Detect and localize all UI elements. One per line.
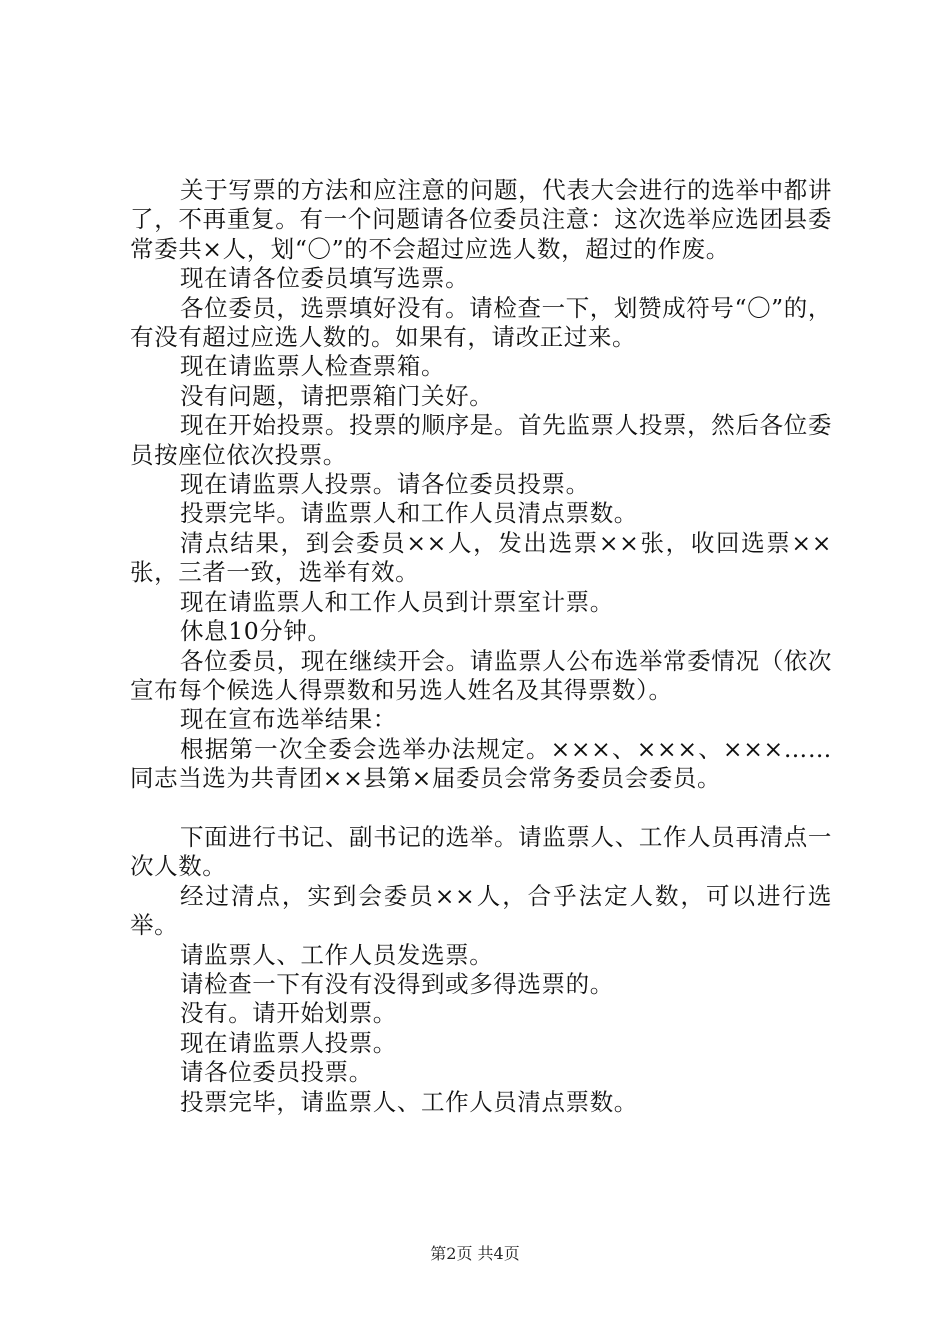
paragraph: 清点结果，到会委员××人，发出选票××张，收回选票××张，三者一致，选举有效。 xyxy=(130,528,832,587)
paragraph: 根据第一次全委会选举办法规定。×××、×××、×××……同志当选为共青团××县第×届委员会常务委员会委员。 xyxy=(130,734,832,793)
paragraph: 请检查一下有没有没得到或多得选票的。 xyxy=(180,969,614,998)
paragraph: 没有问题，请把票箱门关好。 xyxy=(180,381,494,410)
paragraph: 请各位委员投票。 xyxy=(180,1058,373,1087)
page-number-footer: 第2页 共4页 xyxy=(430,1244,520,1263)
paragraph: 各位委员，现在继续开会。请监票人公布选举常委情况（依次宣布每个候选人得票数和另选人姓名及其得票数）。 xyxy=(130,646,832,704)
paragraph: 没有。请开始划票。 xyxy=(180,999,397,1028)
paragraph: 投票完毕，请监票人、工作人员清点票数。 xyxy=(180,1087,638,1116)
paragraph: 现在开始投票。投票的顺序是。首先监票人投票，然后各位委员按座位依次投票。 xyxy=(130,411,832,469)
paragraph: 现在请监票人投票。 xyxy=(180,1028,397,1057)
paragraph: 请监票人、工作人员发选票。 xyxy=(180,940,494,969)
paragraph: 现在请监票人检查票箱。 xyxy=(180,352,446,381)
document-body xyxy=(130,176,832,1117)
paragraph-gap xyxy=(130,794,832,823)
paragraph: 关于写票的方法和应注意的问题，代表大会进行的选举中都讲了，不再重复。有一个问题请各位委员注意：这次选举应选团县委常委共×人，划“〇”的不会超过应选人数，超过的作废。 xyxy=(130,176,832,263)
paragraph: 休息10分钟。 xyxy=(180,617,332,646)
paragraph: 经过清点，实到会委员××人，合乎法定人数，可以进行选举。 xyxy=(130,881,832,940)
paragraph: 现在请监票人和工作人员到计票室计票。 xyxy=(180,587,614,616)
paragraph: 现在请各位委员填写选票。 xyxy=(180,264,470,293)
paragraph: 各位委员，选票填好没有。请检查一下，划赞成符号“〇”的，有没有超过应选人数的。如果有，请改正过来。 xyxy=(130,293,832,352)
paragraph: 现在宣布选举结果： xyxy=(180,705,397,734)
paragraph: 现在请监票人投票。请各位委员投票。 xyxy=(180,470,590,499)
paragraph: 下面进行书记、副书记的选举。请监票人、工作人员再清点一次人数。 xyxy=(130,822,832,881)
paragraph: 投票完毕。请监票人和工作人员清点票数。 xyxy=(180,499,638,528)
